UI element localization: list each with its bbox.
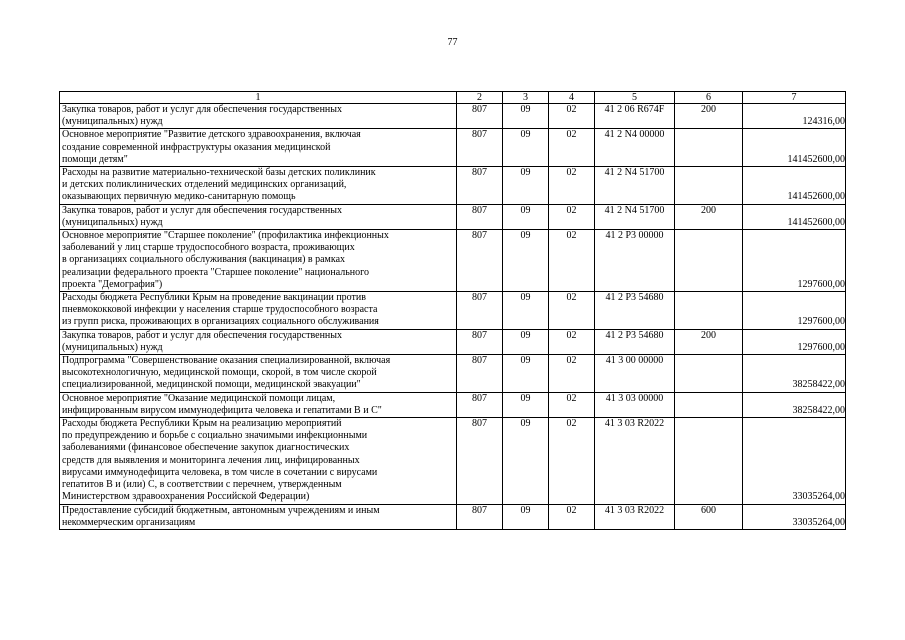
row-description [60, 104, 457, 129]
description-line: высокотехнологичную, медицинской помощи, скорой, в том числе скорой [62, 367, 377, 379]
description-line: в организациях социального обслуживания (вакцинация) в рамках [62, 254, 346, 266]
code-expense-type-cell: 200 [675, 329, 743, 354]
header-cell: 6 [675, 92, 743, 104]
code-expense-type-cell [675, 129, 743, 167]
code-section-cell: 09 [503, 104, 549, 129]
amount-cell: 1297600,00 [743, 329, 846, 354]
code-subsection-cell: 02 [549, 230, 595, 292]
code-target-article-cell: 41 2 P3 00000 [595, 230, 675, 292]
code-subsection-cell: 02 [549, 392, 595, 417]
code-target-article-cell: 41 3 00 00000 [595, 355, 675, 393]
amount-cell: 141452600,00 [743, 129, 846, 167]
description-line: средств для выявления и мониторинга лечения лиц, инфицированных [62, 454, 360, 466]
table-row [60, 167, 846, 205]
code-subsection-cell: 02 [549, 504, 595, 529]
row-description [60, 167, 457, 205]
description-line: (муниципальных) нужд [62, 341, 163, 353]
code-subsection-cell: 02 [549, 129, 595, 167]
code-ministry-cell: 807 [457, 355, 503, 393]
table-row [60, 392, 846, 417]
description-line: Предоставление субсидий бюджетным, автономным учреждениям и иным [62, 504, 380, 516]
table-row [60, 355, 846, 393]
description-line: Закупка товаров, работ и услуг для обеспечения государственных [62, 329, 343, 341]
description-line: оказывающих первичную медико-санитарную помощь [62, 191, 296, 203]
code-section-cell: 09 [503, 230, 549, 292]
description-line: по предупреждению и борьбе с социально значимыми инфекционными [62, 430, 368, 442]
header-cell: 3 [503, 92, 549, 104]
code-ministry-cell: 807 [457, 392, 503, 417]
amount-cell: 38258422,00 [743, 392, 846, 417]
code-target-article-cell: 41 2 N4 00000 [595, 129, 675, 167]
table-row [60, 129, 846, 167]
code-section-cell: 09 [503, 204, 549, 229]
budget-table [59, 91, 846, 530]
description-line: Основное мероприятие "Старшее поколение" (профилактика инфекционных [62, 230, 389, 242]
row-description [60, 329, 457, 354]
amount-cell: 1297600,00 [743, 230, 846, 292]
code-expense-type-cell [675, 292, 743, 330]
code-subsection-cell: 02 [549, 167, 595, 205]
table-header-row [60, 92, 846, 104]
row-description [60, 392, 457, 417]
description-line: из групп риска, проживающих в организациях социального обслуживания [62, 316, 379, 328]
code-section-cell: 09 [503, 129, 549, 167]
code-ministry-cell: 807 [457, 292, 503, 330]
description-line: (муниципальных) нужд [62, 116, 163, 128]
amount-cell: 141452600,00 [743, 167, 846, 205]
description-line: заболеваниями (финансовое обеспечение закупок диагностических [62, 442, 350, 454]
header-cell: 5 [595, 92, 675, 104]
header-cell: 4 [549, 92, 595, 104]
code-ministry-cell: 807 [457, 129, 503, 167]
code-expense-type-cell: 200 [675, 104, 743, 129]
amount-cell: 33035264,00 [743, 418, 846, 504]
amount-cell: 141452600,00 [743, 204, 846, 229]
description-line: вирусами иммунодефицита человека, в том числе в сочетании с вирусами [62, 466, 378, 478]
row-description [60, 418, 457, 504]
description-line: некоммерческим организациям [62, 516, 196, 528]
code-target-article-cell: 41 3 03 00000 [595, 392, 675, 417]
code-target-article-cell: 41 2 N4 51700 [595, 204, 675, 229]
description-line: Основное мероприятие "Развитие детского здравоохранения, включая [62, 129, 361, 141]
code-section-cell: 09 [503, 504, 549, 529]
code-expense-type-cell [675, 230, 743, 292]
amount-cell: 33035264,00 [743, 504, 846, 529]
table-row [60, 292, 846, 330]
code-section-cell: 09 [503, 329, 549, 354]
code-section-cell: 09 [503, 355, 549, 393]
code-expense-type-cell [675, 418, 743, 504]
description-line: Закупка товаров, работ и услуг для обеспечения государственных [62, 204, 343, 216]
code-ministry-cell: 807 [457, 230, 503, 292]
code-target-article-cell: 41 2 N4 51700 [595, 167, 675, 205]
amount-cell: 1297600,00 [743, 292, 846, 330]
code-section-cell: 09 [503, 392, 549, 417]
code-target-article-cell: 41 2 P3 54680 [595, 292, 675, 330]
code-expense-type-cell: 600 [675, 504, 743, 529]
table-row [60, 418, 846, 504]
description-line: гепатитов В и (или) С, в соответствии с перечнем, утвержденным [62, 479, 342, 491]
code-section-cell: 09 [503, 167, 549, 205]
header-cell: 7 [743, 92, 846, 104]
code-subsection-cell: 02 [549, 329, 595, 354]
code-expense-type-cell [675, 392, 743, 417]
description-line: Расходы бюджета Республики Крым на проведение вакцинации против [62, 292, 366, 304]
budget-table-body [60, 92, 846, 530]
code-subsection-cell: 02 [549, 418, 595, 504]
description-line: специализированной, медицинской помощи, медицинской эвакуации" [62, 379, 361, 391]
code-section-cell: 09 [503, 292, 549, 330]
code-subsection-cell: 02 [549, 204, 595, 229]
description-line: помощи детям" [62, 153, 128, 165]
code-subsection-cell: 02 [549, 292, 595, 330]
description-line: Подпрограмма "Совершенствование оказания специализированной, включая [62, 355, 391, 367]
row-description [60, 230, 457, 292]
code-ministry-cell: 807 [457, 418, 503, 504]
code-expense-type-cell [675, 167, 743, 205]
table-row [60, 230, 846, 292]
code-ministry-cell: 807 [457, 504, 503, 529]
code-target-article-cell: 41 3 03 R2022 [595, 504, 675, 529]
row-description [60, 504, 457, 529]
code-ministry-cell: 807 [457, 204, 503, 229]
row-description [60, 355, 457, 393]
description-line: заболеваний у лиц старше трудоспособного возраста, проживающих [62, 242, 355, 254]
table-row [60, 104, 846, 129]
amount-cell: 38258422,00 [743, 355, 846, 393]
code-ministry-cell: 807 [457, 329, 503, 354]
description-line: Министерством здравоохранения Российской Федерации) [62, 491, 310, 503]
amount-cell: 124316,00 [743, 104, 846, 129]
code-ministry-cell: 807 [457, 104, 503, 129]
code-section-cell: 09 [503, 418, 549, 504]
description-line: и детских поликлинических отделений медицинских организаций, [62, 179, 347, 191]
table-row [60, 329, 846, 354]
header-cell: 2 [457, 92, 503, 104]
description-line: Расходы на развитие материально-технической базы детских поликлиник [62, 167, 376, 179]
description-line: Закупка товаров, работ и услуг для обеспечения государственных [62, 104, 343, 115]
table-row [60, 504, 846, 529]
row-description [60, 204, 457, 229]
code-subsection-cell: 02 [549, 355, 595, 393]
row-description [60, 292, 457, 330]
code-expense-type-cell [675, 355, 743, 393]
description-line: инфицированным вирусом иммунодефицита человека и гепатитами В и С" [62, 404, 382, 416]
table-row [60, 204, 846, 229]
description-line: (муниципальных) нужд [62, 216, 163, 228]
row-description [60, 129, 457, 167]
code-target-article-cell: 41 3 03 R2022 [595, 418, 675, 504]
header-cell: 1 [60, 92, 457, 104]
code-target-article-cell: 41 2 06 R674F [595, 104, 675, 129]
code-expense-type-cell: 200 [675, 204, 743, 229]
code-subsection-cell: 02 [549, 104, 595, 129]
description-line: создание современной инфраструктуры оказания медицинской [62, 141, 331, 153]
code-ministry-cell: 807 [457, 167, 503, 205]
description-line: пневмококковой инфекции у населения старше трудоспособного возраста [62, 304, 378, 316]
page-number: 77 [447, 37, 458, 48]
description-line: Основное мероприятие "Оказание медицинской помощи лицам, [62, 392, 336, 404]
description-line: реализации федерального проекта "Старшее поколение" национального [62, 266, 370, 278]
description-line: проекта "Демография") [62, 278, 163, 290]
code-target-article-cell: 41 2 P3 54680 [595, 329, 675, 354]
description-line: Расходы бюджета Республики Крым на реализацию мероприятий [62, 418, 342, 430]
